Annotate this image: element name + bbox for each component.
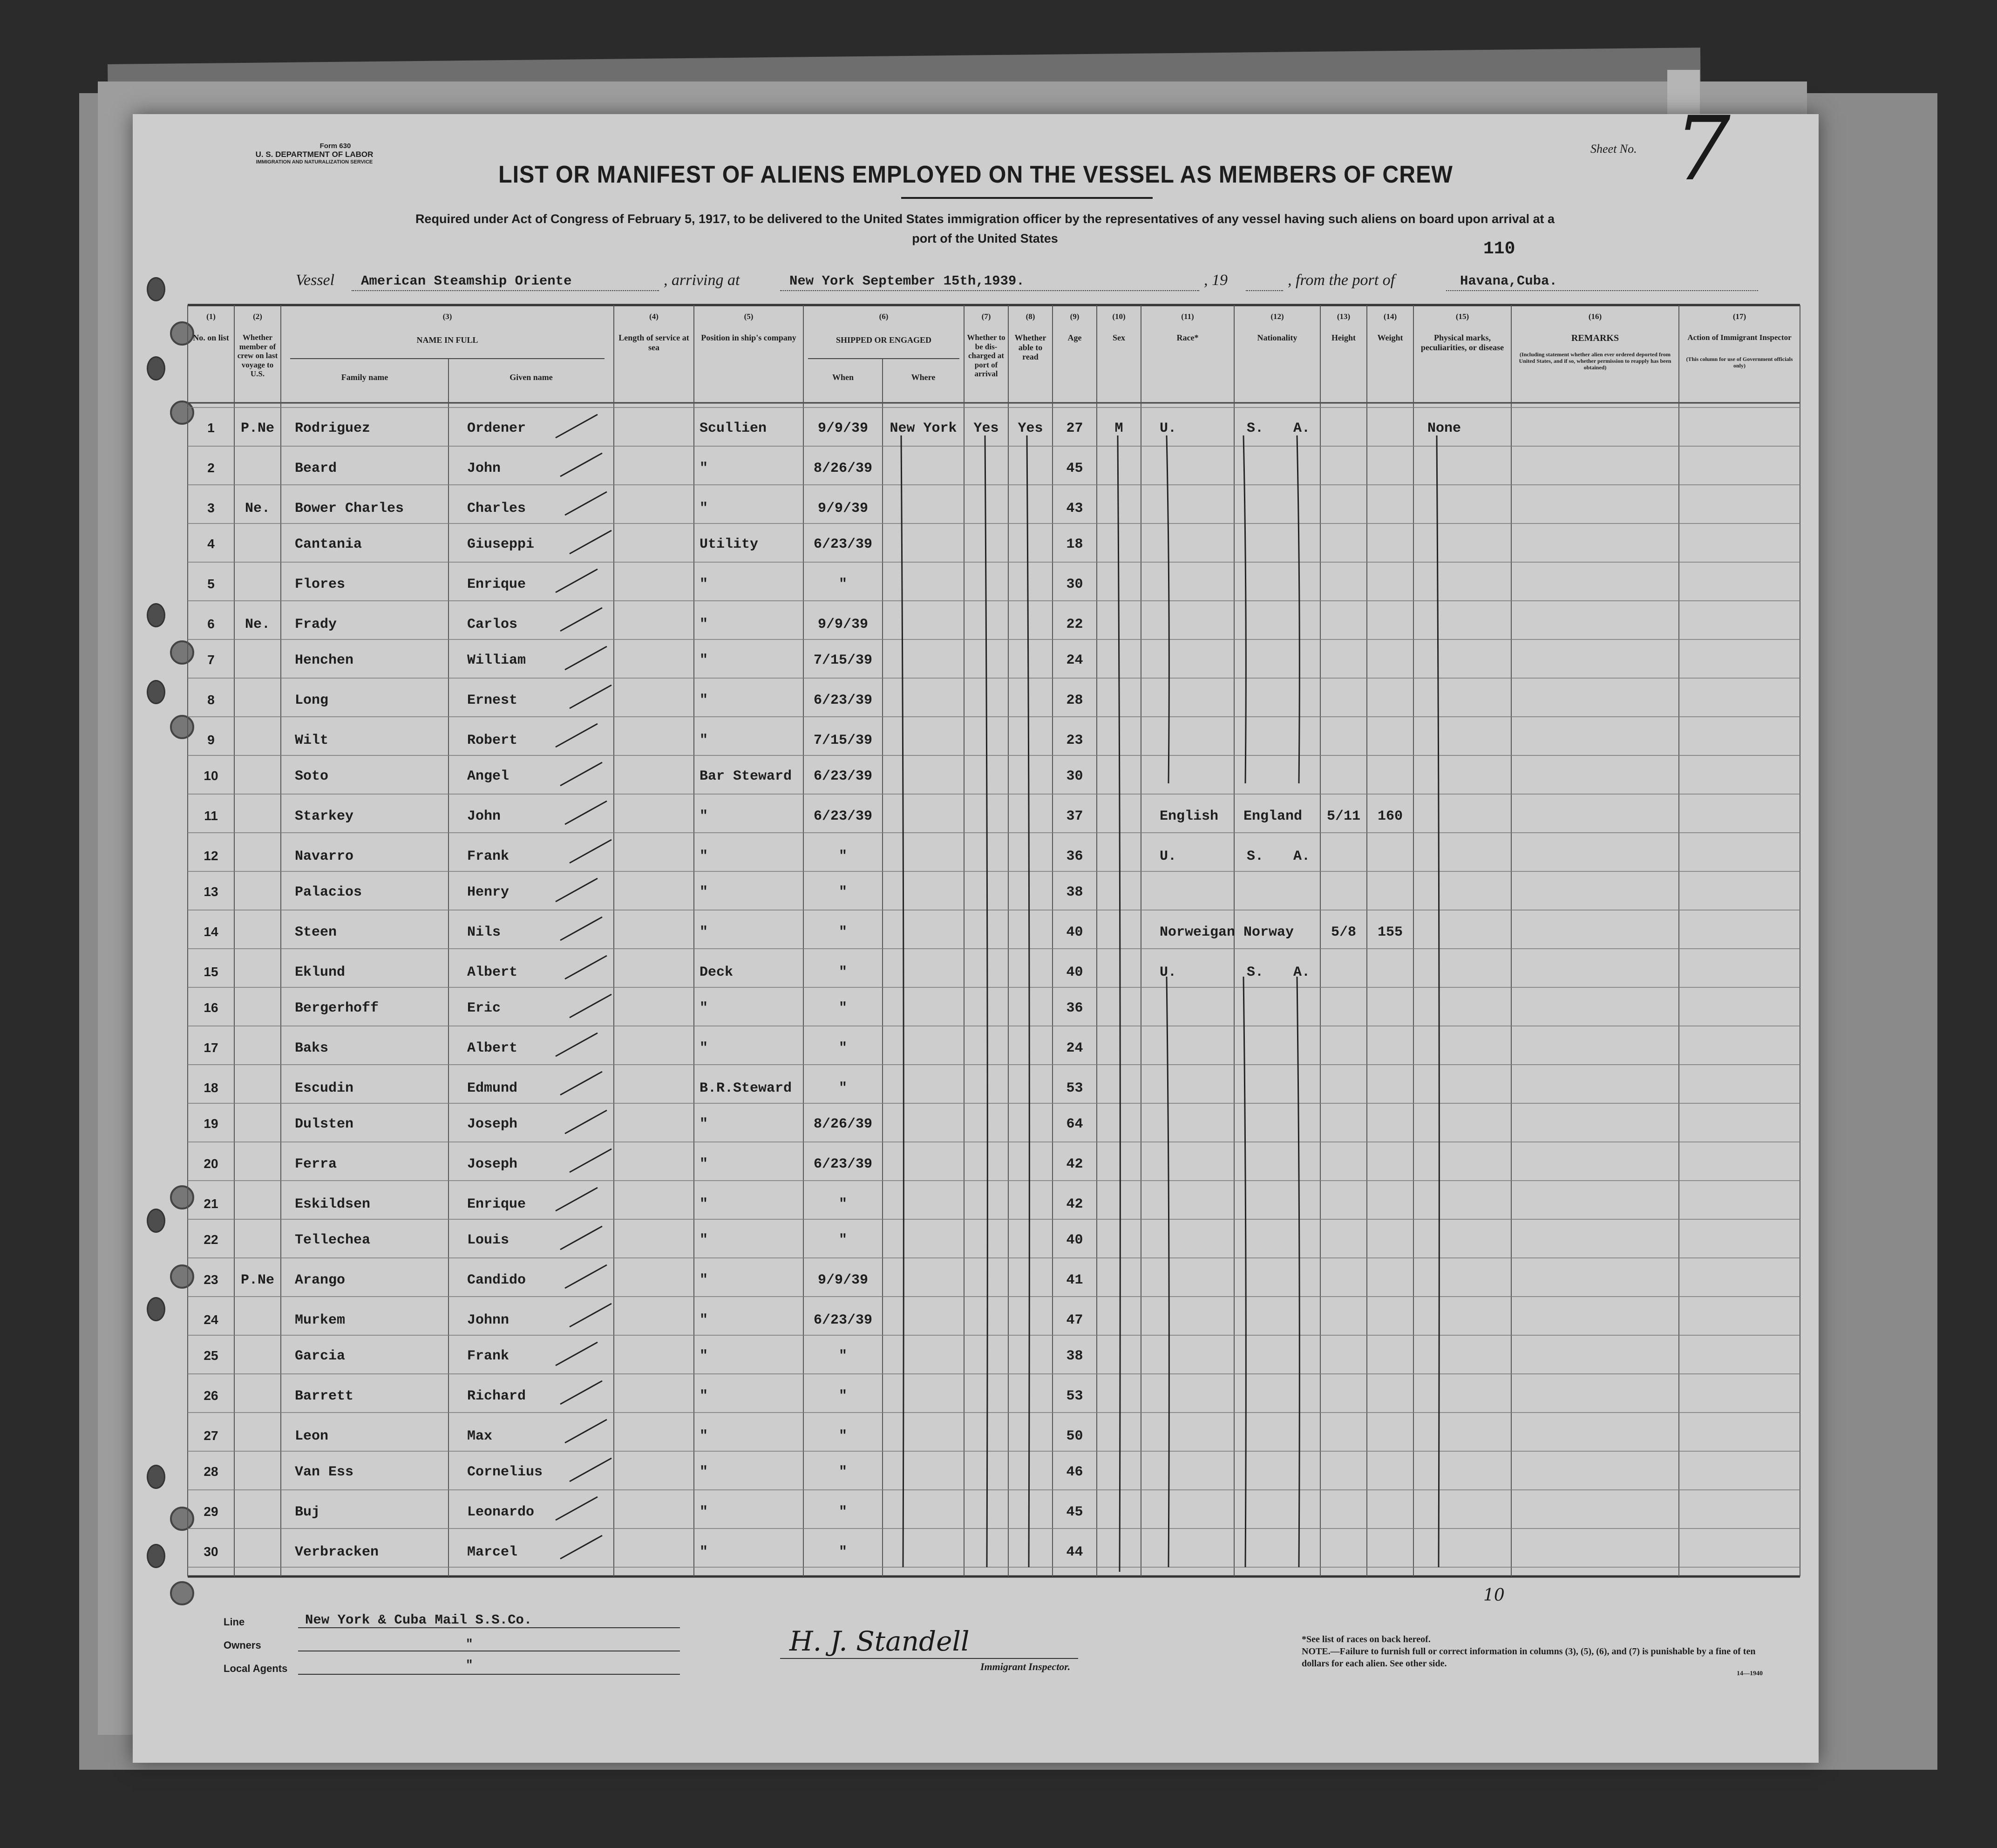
cell-given: John xyxy=(467,808,501,824)
cell-given: Robert xyxy=(467,733,518,748)
cell-given: Carlos xyxy=(467,617,518,632)
cell-no: 8 xyxy=(207,693,215,707)
cell-given: Albert xyxy=(467,1040,518,1056)
cell-given: Joseph xyxy=(467,1116,518,1132)
cell-family: Palacios xyxy=(295,884,362,900)
cell-weight: 155 xyxy=(1377,924,1403,940)
cell-position: " xyxy=(700,884,708,900)
cell-no: 19 xyxy=(204,1116,218,1131)
column-header: Length of service at sea xyxy=(618,333,689,352)
cell-given: William xyxy=(467,652,526,668)
ditto-stroke xyxy=(901,435,903,1567)
cell-position: " xyxy=(700,849,708,864)
cell-position: " xyxy=(700,693,708,708)
column-number: (12) xyxy=(1270,312,1284,321)
cell-no: 28 xyxy=(204,1464,218,1479)
cell-no: 5 xyxy=(207,577,215,591)
column-header: NAME IN FULL xyxy=(416,335,478,345)
cell-no: 25 xyxy=(204,1348,218,1363)
cell-when: 7/15/39 xyxy=(813,652,873,668)
cell-age: 42 xyxy=(1066,1196,1083,1212)
ditto-stroke xyxy=(1118,435,1120,1572)
cell-nat2: A. xyxy=(1293,421,1310,436)
cell-age: 30 xyxy=(1066,577,1083,592)
cell-given: Charles xyxy=(467,501,526,516)
subtitle-line-1: Required under Act of Congress of February 5, 1917, to be delivered to the United States immigration officer by the representatives of any vessel having such aliens on board upon arrival at a xyxy=(415,212,1555,226)
cell-no: 20 xyxy=(204,1156,218,1171)
cell-no: 21 xyxy=(204,1196,218,1211)
cell-given: Leonardo xyxy=(467,1504,535,1520)
cell-position: " xyxy=(700,1000,708,1016)
cell-no: 18 xyxy=(204,1080,218,1095)
cell-nat1: Norway xyxy=(1243,924,1294,940)
cell-age: 38 xyxy=(1066,1348,1083,1364)
cell-prev: P.Ne xyxy=(240,1272,274,1288)
cell-when: " xyxy=(838,849,847,864)
line-value: New York & Cuba Mail S.S.Co. xyxy=(305,1612,532,1628)
cell-position: " xyxy=(700,1040,708,1056)
column-subheader: When xyxy=(832,373,854,382)
column-header: Physical marks, peculiarities, or disease xyxy=(1420,333,1504,352)
cell-family: Long xyxy=(295,693,329,708)
column-header: Race* xyxy=(1176,333,1199,342)
inspector-signature: H. J. Standell xyxy=(789,1625,970,1657)
cell-given: Candido xyxy=(467,1272,526,1288)
cell-discharged: Yes xyxy=(973,421,999,436)
cell-family: Barrett xyxy=(295,1388,354,1404)
column-header: Position in ship's company xyxy=(701,333,796,342)
cell-given: Joseph xyxy=(467,1156,518,1172)
cell-age: 64 xyxy=(1066,1116,1083,1132)
column-number: (5) xyxy=(744,312,754,321)
cell-family: Cantania xyxy=(295,537,362,552)
cell-race: U. xyxy=(1160,421,1177,436)
cell-given: Giuseppi xyxy=(467,537,535,552)
column-subheader: Family name xyxy=(341,373,388,382)
ditto-stroke xyxy=(1167,435,1169,783)
cell-family: Ferra xyxy=(295,1156,337,1172)
manifest-page xyxy=(133,97,1819,1763)
cell-nat1: S. xyxy=(1246,965,1263,980)
cell-given: Max xyxy=(467,1428,493,1444)
cell-given: John xyxy=(467,461,501,476)
cell-age: 44 xyxy=(1066,1544,1083,1560)
arriving-value: New York September 15th,1939. xyxy=(789,273,1025,289)
cell-given: Cornelius xyxy=(467,1464,543,1480)
cell-when: " xyxy=(838,1464,847,1480)
department-name: U. S. DEPARTMENT OF LABOR xyxy=(255,150,374,159)
owners-value: " xyxy=(466,1637,473,1651)
cell-nat1: S. xyxy=(1246,421,1263,436)
column-number: (7) xyxy=(981,312,991,321)
column-number: (17) xyxy=(1732,312,1746,321)
cell-family: Baks xyxy=(295,1040,329,1056)
cell-age: 47 xyxy=(1066,1312,1083,1328)
vessel-label: Vessel xyxy=(296,272,335,289)
cell-when: 7/15/39 xyxy=(813,733,873,748)
cell-when: " xyxy=(838,1348,847,1364)
cell-when: 6/23/39 xyxy=(813,693,873,708)
ditto-stroke xyxy=(985,435,987,1567)
column-number: (2) xyxy=(253,312,262,321)
column-header: Sex xyxy=(1113,333,1125,342)
cell-given: Marcel xyxy=(467,1544,518,1560)
cell-position: " xyxy=(700,924,708,940)
cell-given: Enrique xyxy=(467,577,526,592)
cell-age: 45 xyxy=(1066,1504,1083,1520)
ditto-stroke xyxy=(1297,435,1299,783)
cell-age: 40 xyxy=(1066,1232,1083,1248)
cell-no: 13 xyxy=(204,884,218,899)
cell-when: " xyxy=(838,1388,847,1404)
cell-when: 8/26/39 xyxy=(813,461,873,476)
cell-age: 38 xyxy=(1066,884,1083,900)
cell-age: 46 xyxy=(1066,1464,1083,1480)
column-header: Nationality xyxy=(1257,333,1297,342)
cell-height: 5/8 xyxy=(1331,924,1356,940)
service-name: IMMIGRATION AND NATURALIZATION SERVICE xyxy=(256,159,373,165)
cell-when: " xyxy=(838,1232,847,1248)
cell-position: Utility xyxy=(700,537,759,552)
cell-family: Henchen xyxy=(295,652,354,668)
cell-family: Soto xyxy=(295,768,329,784)
ditto-stroke xyxy=(1297,977,1299,1567)
cell-when: " xyxy=(838,1196,847,1212)
cell-position: " xyxy=(700,1544,708,1560)
column-header: Height xyxy=(1331,333,1356,342)
cell-given: Enrique xyxy=(467,1196,526,1212)
cell-family: Tellechea xyxy=(295,1232,371,1248)
cell-position: " xyxy=(700,461,708,476)
cell-no: 17 xyxy=(204,1040,218,1055)
cell-age: 40 xyxy=(1066,965,1083,980)
column-number: (16) xyxy=(1588,312,1602,321)
cell-when: 6/23/39 xyxy=(813,537,873,552)
cell-when: 8/26/39 xyxy=(813,1116,873,1132)
cell-no: 3 xyxy=(207,501,215,515)
cell-position: " xyxy=(700,1388,708,1404)
page-title: LIST OR MANIFEST OF ALIENS EMPLOYED ON THE VESSEL AS MEMBERS OF CREW xyxy=(498,161,1453,188)
cell-family: Leon xyxy=(295,1428,329,1444)
cell-given: Ordener xyxy=(467,421,526,436)
cell-position: Bar Steward xyxy=(700,768,792,784)
cell-nat2: A. xyxy=(1293,965,1310,980)
cell-age: 53 xyxy=(1066,1388,1083,1404)
cell-position: " xyxy=(700,652,708,668)
list-number: 110 xyxy=(1483,239,1515,259)
cell-no: 22 xyxy=(204,1232,218,1247)
cell-prev: Ne. xyxy=(245,617,270,632)
from-port-label: , from the port of xyxy=(1288,272,1395,289)
cell-nat2: A. xyxy=(1293,849,1310,864)
cell-age: 23 xyxy=(1066,733,1083,748)
line-label: Line xyxy=(224,1616,245,1628)
cell-position: " xyxy=(700,1504,708,1520)
cell-position: " xyxy=(700,1428,708,1444)
column-number: (10) xyxy=(1112,312,1126,321)
sheet-label: Sheet No. xyxy=(1590,142,1637,156)
column-note: (This column for use of Government officials only) xyxy=(1686,356,1793,369)
ditto-stroke xyxy=(1243,977,1246,1567)
cell-age: 22 xyxy=(1066,617,1083,632)
cell-family: Escudin xyxy=(295,1080,354,1096)
cell-family: Garcia xyxy=(295,1348,346,1364)
cell-when: " xyxy=(838,1040,847,1056)
cell-when: 9/9/39 xyxy=(817,1272,869,1288)
cell-race: U. xyxy=(1160,849,1177,864)
footer-notes xyxy=(1302,1633,1763,1678)
cell-given: Richard xyxy=(467,1388,526,1404)
cell-when: " xyxy=(838,1000,847,1016)
inspector-signature-block xyxy=(780,1625,1097,1681)
form-number: Form 630 xyxy=(319,142,351,150)
cell-family: Buj xyxy=(295,1504,320,1520)
column-header: Whether member of crew on last voyage to U.S. xyxy=(237,333,278,379)
cell-no: 4 xyxy=(207,537,215,551)
cell-given: Ernest xyxy=(467,693,518,708)
column-number: (4) xyxy=(649,312,659,321)
cell-family: Rodriguez xyxy=(295,421,371,436)
cell-family: Steen xyxy=(295,924,337,940)
cell-age: 36 xyxy=(1066,1000,1083,1016)
cell-family: Starkey xyxy=(295,808,354,824)
column-header: Weight xyxy=(1377,333,1403,342)
cell-given: Frank xyxy=(467,1348,509,1364)
cell-marks: None xyxy=(1427,421,1461,436)
subtitle-line-2: port of the United States xyxy=(912,231,1058,245)
column-subheader: Given name xyxy=(509,373,553,382)
cell-given: Henry xyxy=(467,884,509,900)
cell-height: 5/11 xyxy=(1326,808,1360,824)
cell-no: 16 xyxy=(204,1000,218,1015)
cell-no: 15 xyxy=(204,965,218,979)
cell-race: U. xyxy=(1160,965,1177,980)
year-label: , 19 xyxy=(1204,272,1228,289)
column-header: Age xyxy=(1067,333,1082,342)
cell-given: Albert xyxy=(467,965,518,980)
cell-when: 9/9/39 xyxy=(817,421,869,436)
cell-family: Van Ess xyxy=(295,1464,354,1480)
cell-when: 9/9/39 xyxy=(817,617,869,632)
cell-prev: P.Ne xyxy=(240,421,274,436)
cell-position: " xyxy=(700,808,708,824)
cell-when: 6/23/39 xyxy=(813,768,873,784)
cell-nat1: England xyxy=(1243,808,1303,824)
column-header: Whether to be dis-charged at port of arrival xyxy=(967,333,1005,379)
cell-no: 29 xyxy=(204,1504,218,1519)
cell-family: Dulsten xyxy=(295,1116,354,1132)
cell-position: " xyxy=(700,1196,708,1212)
cell-weight: 160 xyxy=(1377,808,1403,824)
cell-given: Eric xyxy=(467,1000,501,1016)
from-port-value: Havana,Cuba. xyxy=(1460,273,1557,289)
cell-family: Wilt xyxy=(295,733,329,748)
cell-position: " xyxy=(700,1272,708,1288)
cell-age: 30 xyxy=(1066,768,1083,784)
cell-position: Deck xyxy=(700,965,734,980)
races-note: *See list of races on back hereof. xyxy=(1302,1634,1431,1644)
cell-when: " xyxy=(838,577,847,592)
cell-given: Johnn xyxy=(467,1312,509,1328)
ditto-stroke xyxy=(1167,977,1169,1567)
cell-no: 27 xyxy=(204,1428,218,1443)
cell-no: 30 xyxy=(204,1544,218,1559)
print-code: 14—1940 xyxy=(1737,1670,1763,1677)
cell-no: 7 xyxy=(207,652,215,667)
owners-label: Owners xyxy=(224,1639,261,1651)
sheet-number: 7 xyxy=(1674,97,1731,200)
cell-given: Angel xyxy=(467,768,509,784)
cell-read: Yes xyxy=(1018,421,1043,436)
inspector-label: Immigrant Inspector. xyxy=(980,1661,1071,1672)
column-header: Whether able to read xyxy=(1014,333,1046,362)
cell-given: Nils xyxy=(467,924,501,940)
cell-when: " xyxy=(838,884,847,900)
cell-when: " xyxy=(838,965,847,980)
column-header: Action of Immigrant Inspector xyxy=(1687,333,1792,342)
cell-race: English xyxy=(1160,808,1219,824)
cell-age: 42 xyxy=(1066,1156,1083,1172)
cell-no: 12 xyxy=(204,849,218,863)
cell-age: 28 xyxy=(1066,693,1083,708)
cell-no: 6 xyxy=(207,617,215,631)
local-agents-value: " xyxy=(466,1658,473,1672)
cell-when: 6/23/39 xyxy=(813,808,873,824)
cell-position: " xyxy=(700,1116,708,1132)
column-number: (14) xyxy=(1383,312,1397,321)
cell-no: 9 xyxy=(207,733,215,747)
cell-family: Eklund xyxy=(295,965,346,980)
column-number: (9) xyxy=(1070,312,1080,321)
ditto-stroke xyxy=(1243,435,1246,783)
cell-family: Navarro xyxy=(295,849,354,864)
cell-position: " xyxy=(700,733,708,748)
cell-when: " xyxy=(838,1544,847,1560)
cell-when: 9/9/39 xyxy=(817,501,869,516)
column-header: SHIPPED OR ENGAGED xyxy=(835,335,932,345)
footer-left xyxy=(224,1612,782,1691)
ditto-stroke xyxy=(1027,435,1029,1567)
cell-position: " xyxy=(700,1464,708,1480)
cell-position: " xyxy=(700,1312,708,1328)
column-note: (Including statement whether alien ever ordered deported from United States, and if so, whether permission to reapply has been obtained) xyxy=(1519,351,1671,371)
cell-age: 27 xyxy=(1066,421,1083,436)
cell-where: New York xyxy=(890,421,957,436)
cell-given: Frank xyxy=(467,849,509,864)
cell-position: " xyxy=(700,501,708,516)
column-number: (6) xyxy=(879,312,889,321)
cell-no: 14 xyxy=(204,924,218,939)
cell-family: Beard xyxy=(295,461,337,476)
cell-position: " xyxy=(700,1348,708,1364)
cell-nat1: S. xyxy=(1246,849,1263,864)
column-header: No. on list xyxy=(193,333,229,342)
cell-age: 50 xyxy=(1066,1428,1083,1444)
cell-no: 24 xyxy=(204,1312,218,1327)
cell-position: " xyxy=(700,577,708,592)
cell-family: Bergerhoff xyxy=(295,1000,379,1016)
cell-age: 37 xyxy=(1066,808,1083,824)
cell-when: " xyxy=(838,1428,847,1444)
cell-position: " xyxy=(700,617,708,632)
cell-no: 11 xyxy=(204,808,218,823)
cell-position: " xyxy=(700,1156,708,1172)
cell-age: 41 xyxy=(1066,1272,1083,1288)
cell-when: 6/23/39 xyxy=(813,1312,873,1328)
column-number: (1) xyxy=(206,312,216,321)
cell-family: Murkem xyxy=(295,1312,346,1328)
column-header: REMARKS xyxy=(1571,333,1619,343)
column-subheader: Where xyxy=(911,373,936,382)
cell-given: Louis xyxy=(467,1232,509,1248)
cell-given: Edmund xyxy=(467,1080,518,1096)
cell-family: Frady xyxy=(295,617,337,632)
column-number: (3) xyxy=(442,312,452,321)
column-number: (13) xyxy=(1337,312,1351,321)
column-number: (8) xyxy=(1026,312,1035,321)
cell-position: B.R.Steward xyxy=(700,1080,792,1096)
cell-no: 2 xyxy=(207,461,215,475)
cell-family: Flores xyxy=(295,577,346,592)
column-number: (11) xyxy=(1181,312,1194,321)
cell-family: Bower Charles xyxy=(295,501,404,516)
cell-family: Eskildsen xyxy=(295,1196,371,1212)
cell-age: 40 xyxy=(1066,924,1083,940)
cell-no: 1 xyxy=(207,421,215,435)
cell-age: 53 xyxy=(1066,1080,1083,1096)
cell-no: 26 xyxy=(204,1388,218,1403)
cell-race: Norweigan xyxy=(1160,924,1236,940)
cell-family: Verbracken xyxy=(295,1544,379,1560)
local-agents-label: Local Agents xyxy=(224,1663,288,1674)
cell-age: 43 xyxy=(1066,501,1083,516)
cell-family: Arango xyxy=(295,1272,346,1288)
cell-when: " xyxy=(838,924,847,940)
ditto-stroke xyxy=(1437,435,1439,1567)
cell-age: 45 xyxy=(1066,461,1083,476)
cell-age: 24 xyxy=(1066,1040,1083,1056)
vessel-name: American Steamship Oriente xyxy=(361,273,572,289)
cell-position: " xyxy=(700,1232,708,1248)
cell-prev: Ne. xyxy=(245,501,270,516)
page-count-note: 10 xyxy=(1483,1586,1505,1605)
penalty-note: NOTE.—Failure to furnish full or correct information in columns (3), (5), (6), and (7) is punishable by a fine of ten dollars for each alien. See other side. xyxy=(1302,1646,1756,1669)
cell-age: 18 xyxy=(1066,537,1083,552)
cell-sex: M xyxy=(1114,421,1123,436)
cell-age: 36 xyxy=(1066,849,1083,864)
cell-when: 6/23/39 xyxy=(813,1156,873,1172)
cell-when: " xyxy=(838,1504,847,1520)
column-number: (15) xyxy=(1455,312,1469,321)
cell-no: 10 xyxy=(204,768,218,783)
cell-no: 23 xyxy=(204,1272,218,1287)
cell-position: Scullien xyxy=(700,421,767,436)
arriving-label: , arriving at xyxy=(664,272,740,289)
cell-when: " xyxy=(838,1080,847,1096)
cell-age: 24 xyxy=(1066,652,1083,668)
